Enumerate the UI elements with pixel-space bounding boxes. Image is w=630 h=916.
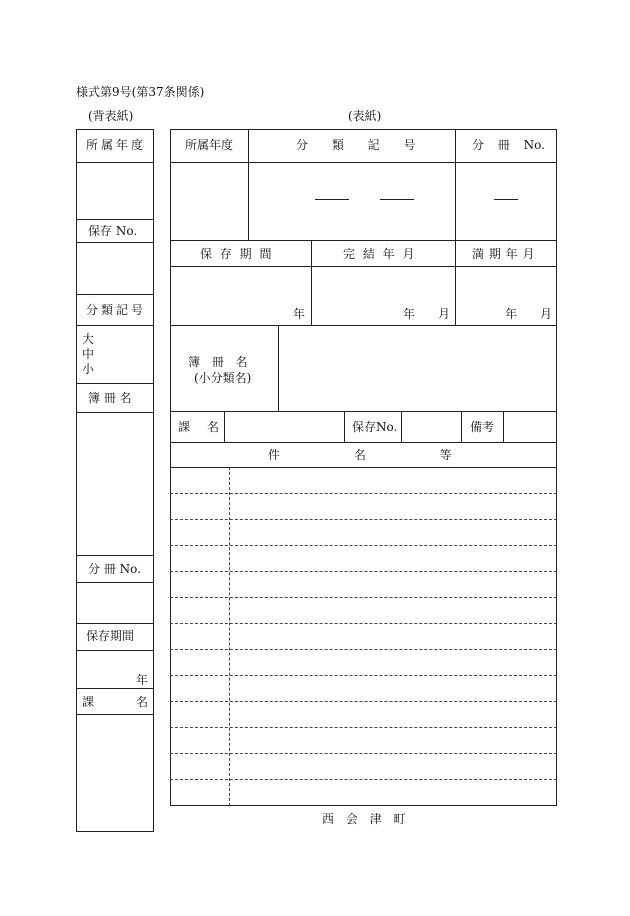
- classification-blank-2: [380, 199, 414, 200]
- cover-completion-month-unit: 月: [438, 307, 451, 321]
- item-row-line: [170, 597, 557, 598]
- item-row-line: [170, 493, 557, 494]
- cover-storage-no-label: 保存No.: [352, 420, 398, 434]
- cover-expiry-label: 満 期 年 月: [472, 247, 535, 261]
- cover-remarks-label: 備考: [470, 420, 495, 434]
- cover-retention-label: 保 存 期 間: [200, 247, 272, 261]
- spine-classification-label: 分類記号: [86, 303, 147, 317]
- cover-completion-label: 完 結 年 月: [343, 247, 415, 261]
- item-row-line: [170, 701, 557, 702]
- item-row-line: [170, 727, 557, 728]
- spine-fiscal-year-label: 所属年度: [86, 138, 147, 152]
- cover-section-name-label: 名: [207, 420, 220, 434]
- form-title: 様式第9号(第37条関係): [76, 85, 205, 99]
- cover-completion-year-unit: 年: [403, 307, 416, 321]
- cover-ledger-subname-label: (小分類名): [194, 371, 252, 385]
- spine-ledger-name-label: 簿 冊 名: [88, 391, 132, 405]
- cover-volume-no-label: 分 冊 No.: [472, 138, 545, 152]
- cover-expiry-year-unit: 年: [505, 307, 518, 321]
- volume-blank: [494, 199, 518, 200]
- spine-year-unit: 年: [136, 673, 149, 687]
- cover-expiry-month-unit: 月: [540, 307, 553, 321]
- spine-volume-no-label: 分 冊 No.: [88, 562, 141, 576]
- spine-size-small: 小: [82, 362, 95, 376]
- item-row-line: [170, 779, 557, 780]
- items-column-divider: [229, 467, 230, 806]
- footer-town-name: 西 会 津 町: [322, 812, 406, 826]
- spine-retention-label: 保存期間: [86, 629, 135, 643]
- item-row-line: [170, 571, 557, 572]
- spine-size-large: 大: [82, 332, 95, 346]
- cover-fiscal-year-label: 所属年度: [185, 138, 234, 152]
- spine-section-label: 課: [82, 695, 95, 709]
- item-row-line: [170, 623, 557, 624]
- spine-storage-no-label: 保存 No.: [88, 224, 138, 238]
- cover-items-header: 件 名 等: [268, 448, 452, 462]
- cover-classification-label: 分 類 記 号: [296, 138, 416, 152]
- spine-caption: (背表紙): [88, 109, 134, 123]
- cover-retention-year-unit: 年: [293, 307, 306, 321]
- item-row-line: [170, 545, 557, 546]
- classification-blank-1: [315, 199, 349, 200]
- item-row-line: [170, 649, 557, 650]
- spine-section-name-label: 名: [136, 695, 149, 709]
- item-row-line: [170, 519, 557, 520]
- spine-size-medium: 中: [82, 347, 95, 361]
- cover-ledger-name-label: 簿 冊 名: [188, 355, 248, 369]
- cover-section-label: 課: [178, 420, 191, 434]
- cover-caption: (表紙): [348, 109, 382, 123]
- item-row-line: [170, 675, 557, 676]
- item-row-line: [170, 753, 557, 754]
